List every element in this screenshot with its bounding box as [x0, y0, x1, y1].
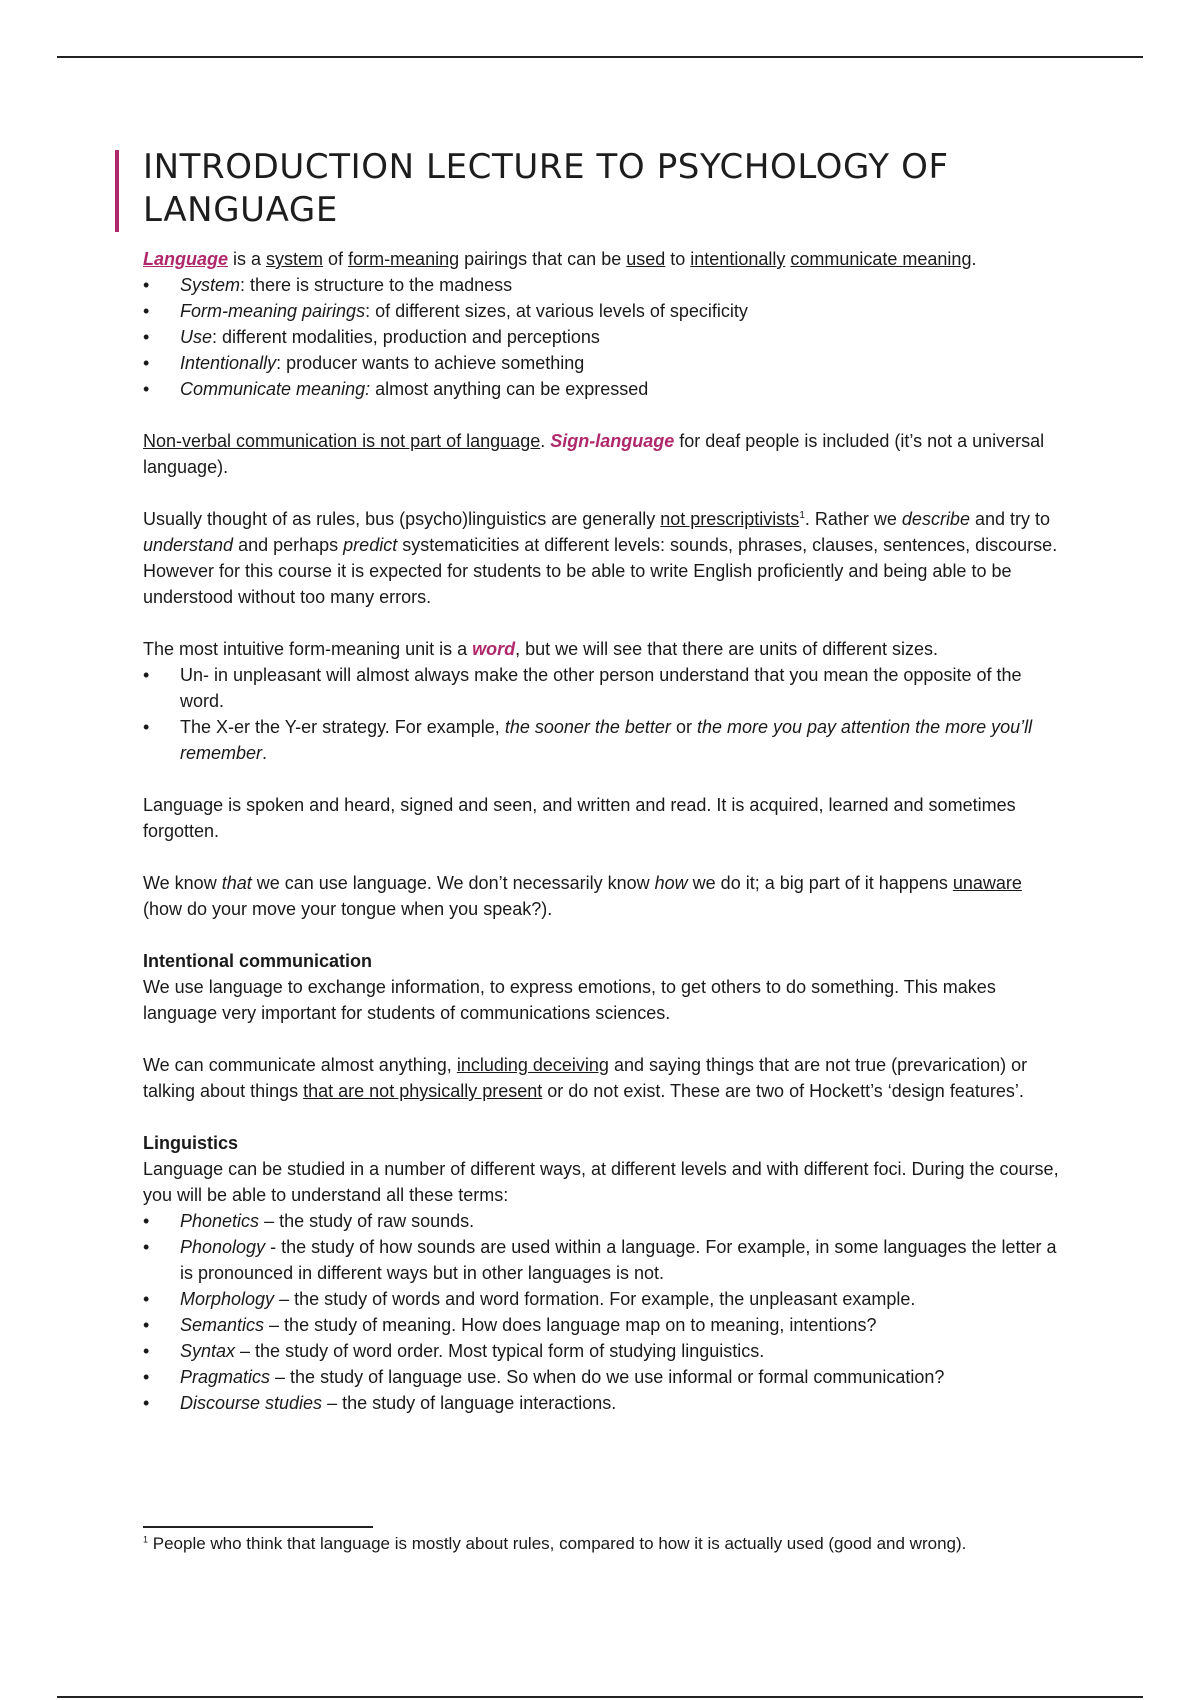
list-item: • Phonology - the study of how sounds are used within a language. For example, in some languages the letter a is pronounced in different ways but in other languages is not.: [143, 1234, 1063, 1286]
footnote-separator: [143, 1526, 373, 1528]
footer-rule: [57, 1696, 1143, 1698]
list-item: • The X-er the Y-er strategy. For example, the sooner the better or the more you pay attention the more you’ll remember.: [143, 714, 1063, 766]
page-title: INTRODUCTION LECTURE TO PSYCHOLOGY OF LANGUAGE: [143, 147, 949, 230]
list-item: • Intentionally: producer wants to achieve something: [143, 350, 1063, 376]
list-item: • Phonetics – the study of raw sounds.: [143, 1208, 1063, 1234]
title-accent-bar: [115, 150, 119, 232]
list-item: • System: there is structure to the madness: [143, 272, 1063, 298]
footnote: $^1$ People who think that language is mostly about rules, compared to how it is actually used (good and wrong).: [143, 1534, 967, 1553]
awareness-paragraph: We know that we can use language. We don’t necessarily know how we do it; a big part of it happens unaware (how do your move your tongue when you speak?).: [143, 873, 1022, 919]
header-rule: [57, 56, 1143, 58]
modalities-paragraph: Language is spoken and heard, signed and seen, and written and read. It is acquired, learned and sometimes forgotten.: [143, 795, 1016, 841]
intro-bullet-list: [143, 272, 1063, 402]
intentional-paragraph: We use language to exchange information, to express emotions, to get others to do something. This makes language very important for students of communications sciences.: [143, 977, 996, 1023]
list-item: • Morphology – the study of words and word formation. For example, the unpleasant example.: [143, 1286, 1063, 1312]
list-item: • Un- in unpleasant will almost always make the other person understand that you mean the opposite of the word.: [143, 662, 1063, 714]
english-requirement-paragraph: However for this course it is expected for students to be able to write English proficiently and being able to be understood without too many errors.: [143, 561, 1012, 607]
list-item: • Use: different modalities, production and perceptions: [143, 324, 1063, 350]
word-paragraph: The most intuitive form-meaning unit is a word, but we will see that there are units of different sizes.: [143, 639, 939, 659]
list-item: • Form-meaning pairings: of different sizes, at various levels of specificity: [143, 298, 1063, 324]
title-block: [143, 146, 1063, 232]
linguistics-paragraph: Language can be studied in a number of different ways, at different levels and with different foci. During the course, you will be able to understand all these terms:: [143, 1159, 1059, 1205]
list-item: • Communicate meaning: almost anything can be expressed: [143, 376, 1063, 402]
nonverbal-paragraph: Non-verbal communication is not part of language. Sign-language for deaf people is included (it’s not a universal language).: [143, 431, 1045, 477]
document-body: [143, 146, 1063, 1416]
intro-definition: Language is a system of form-meaning pairings that can be used to intentionally communicate meaning.: [143, 249, 977, 269]
list-item: • Pragmatics – the study of language use. So when do we use informal or formal communication?: [143, 1364, 1063, 1390]
linguistics-heading: Linguistics: [143, 1133, 239, 1153]
list-item: • Semantics – the study of meaning. How does language map on to meaning, intentions?: [143, 1312, 1063, 1338]
linguistics-bullet-list: [143, 1208, 1063, 1416]
list-item: • Syntax – the study of word order. Most typical form of studying linguistics.: [143, 1338, 1063, 1364]
intentional-heading: Intentional communication: [143, 951, 373, 971]
rules-paragraph: Usually thought of as rules, bus (psycho)linguistics are generally not prescriptivists$^1$. Rather we describe and try to understand and perhaps predict systematicities at different levels: sounds, phrases, clauses, sentences, discourse.: [143, 509, 1058, 555]
word-bullet-list: [143, 662, 1063, 766]
list-item: • Discourse studies – the study of language interactions.: [143, 1390, 1063, 1416]
deceiving-paragraph: We can communicate almost anything, including deceiving and saying things that are not true (prevarication) or talking about things that are not physically present or do not exist. These are two of Hockett’s ‘design features’.: [143, 1055, 1028, 1101]
footnote-reference[interactable]: 1: [799, 510, 805, 521]
